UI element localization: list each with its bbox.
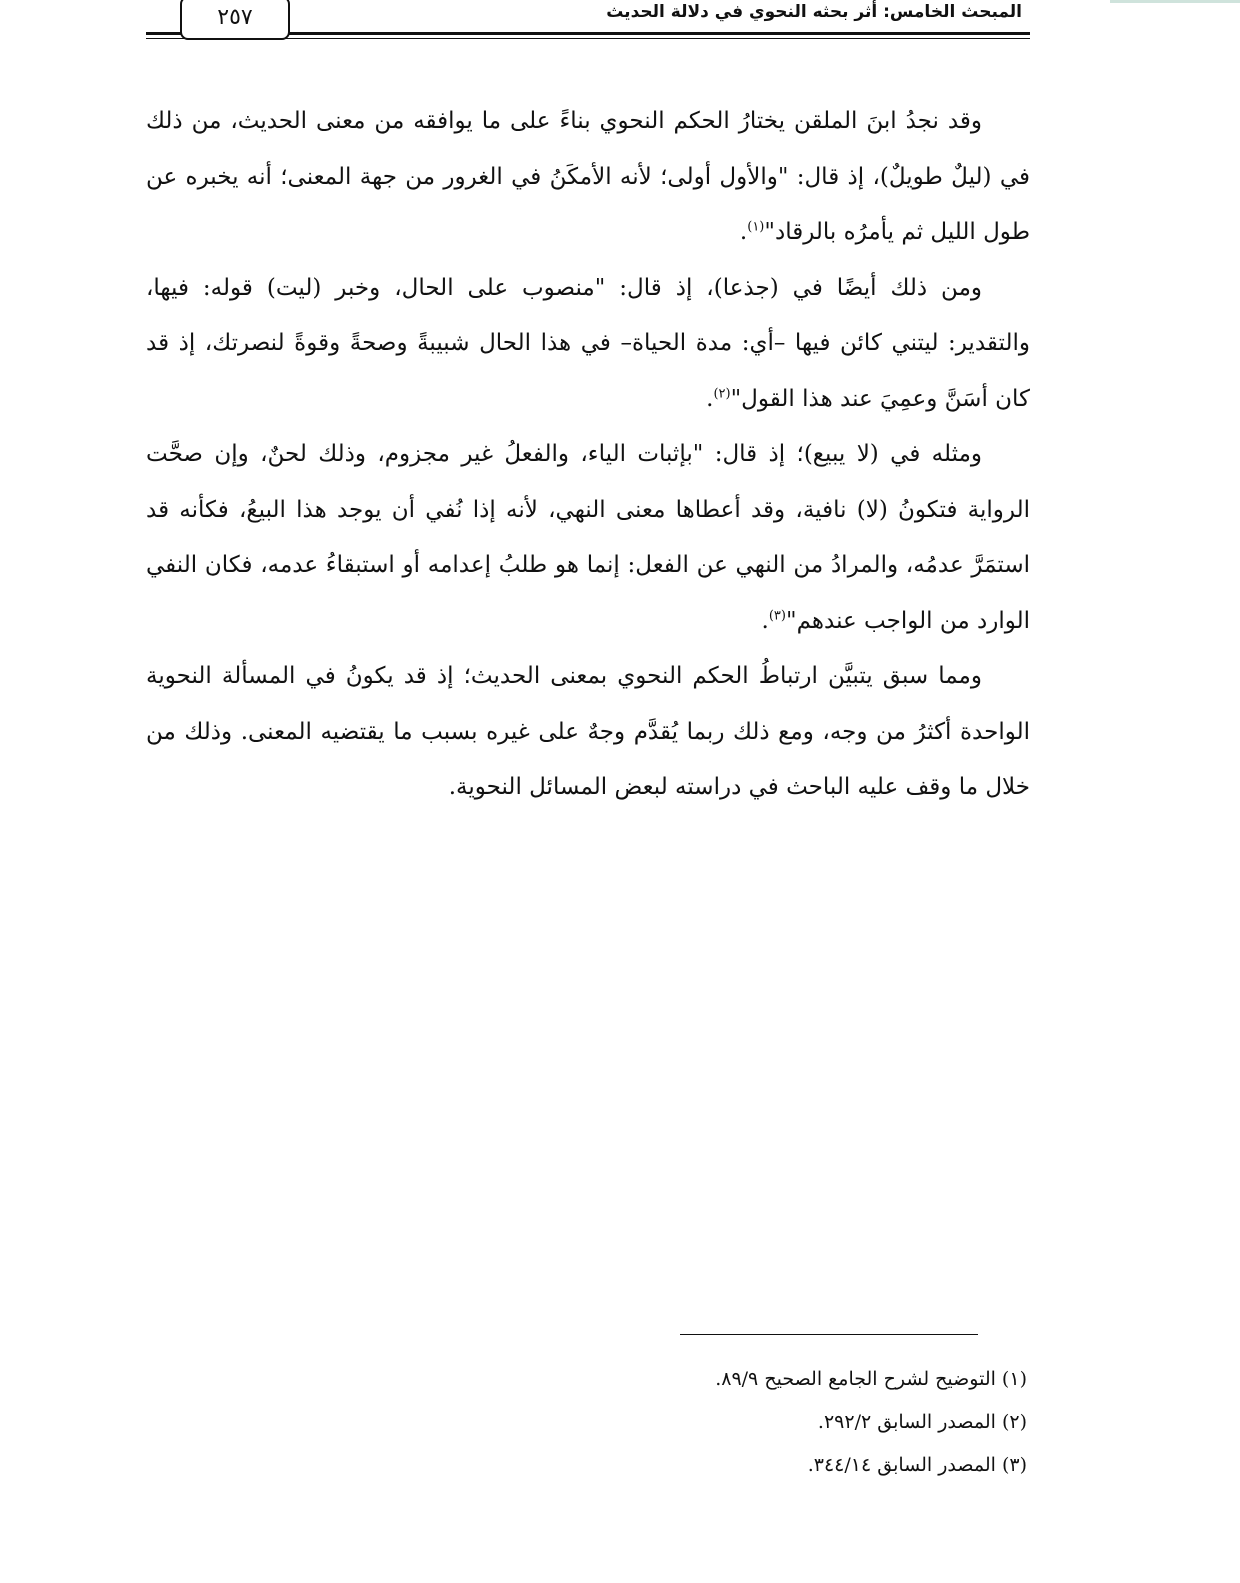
footnote-ref: (٢) xyxy=(713,385,731,401)
corner-mark xyxy=(1110,0,1240,3)
paragraph xyxy=(146,427,1030,649)
footnote-ref: (٣) xyxy=(768,607,786,623)
header-title: المبحث الخامس: أثر بحثه النحوي في دلالة الحديث xyxy=(606,2,1022,22)
paragraph xyxy=(146,649,1030,816)
footnote-item: (٢) المصدر السابق ٢٩٢/٢. xyxy=(817,1411,1027,1433)
footnote-item: (١) التوضيح لشرح الجامع الصحيح ٨٩/٩. xyxy=(715,1368,1027,1390)
paragraph-text: ومثله في (لا يبيع)؛ إذ قال: "بإثبات الياء، والفعلُ غير مجزوم، وذلك لحنٌ، وإن صحَّت الرواية فتكونُ (لا) نافية، وقد أعطاها معنى النهي، لأنه إذا نُفي أن يوجد هذا البيعُ، فكأنه قد استمَرَّ عدمُه، والمرادُ من النهي عن الفعل: إنما هو طلبُ إعدامه أو استبقاءُ عدمه، فكان النفي الوارد من الواجب عندهم" xyxy=(146,441,1030,634)
footnote-ref: (١) xyxy=(747,219,765,235)
paragraph-text: ومن ذلك أيضًا في (جذعا)، إذ قال: "منصوب على الحال، وخبر (ليت) قوله: فيها، والتقدير: ليتني كائن فيها –أي: مدة الحياة– في هذا الحال شبيبةً وصحةً وقوةً لنصرتك، إذ قد كان أسَنَّ وعمِيَ عند هذا القول" xyxy=(146,274,1030,412)
page-number: ٢٥٧ xyxy=(180,0,290,40)
body-text xyxy=(146,94,1030,816)
paragraph-tail: . xyxy=(739,219,748,245)
paragraph-tail: . xyxy=(761,607,769,634)
paragraph xyxy=(146,261,1030,428)
paragraph xyxy=(146,94,1030,261)
paragraph-text: ومما سبق يتبيَّن ارتباطُ الحكم النحوي بمعنى الحديث؛ إذ قد يكونُ في المسألة النحوية الواحدة أكثرُ من وجه، ومع ذلك ربما يُقدَّم وجهٌ على غيره بسبب ما يقتضيه المعنى. وذلك من خلال ما وقف عليه الباحث في دراسته لبعض المسائل النحوية. xyxy=(146,663,1030,800)
footnote-item: (٣) المصدر السابق ٣٤٤/١٤. xyxy=(807,1454,1027,1476)
paragraph-text: وقد نجدُ ابنَ الملقن يختارُ الحكم النحوي بناءً على ما يوافقه من معنى الحديث، من ذلك في (ليلٌ طويلٌ)، إذ قال: "والأول أولى؛ لأنه الأمكَنُ في الغرور من جهة المعنى؛ أنه يخبره عن طول الليل ثم يأمرُه بالرقاد" xyxy=(146,108,1030,245)
footnote-separator xyxy=(680,1334,978,1335)
page-header xyxy=(146,0,1030,44)
paragraph-tail: . xyxy=(706,385,714,412)
footnotes xyxy=(327,1358,1027,1487)
